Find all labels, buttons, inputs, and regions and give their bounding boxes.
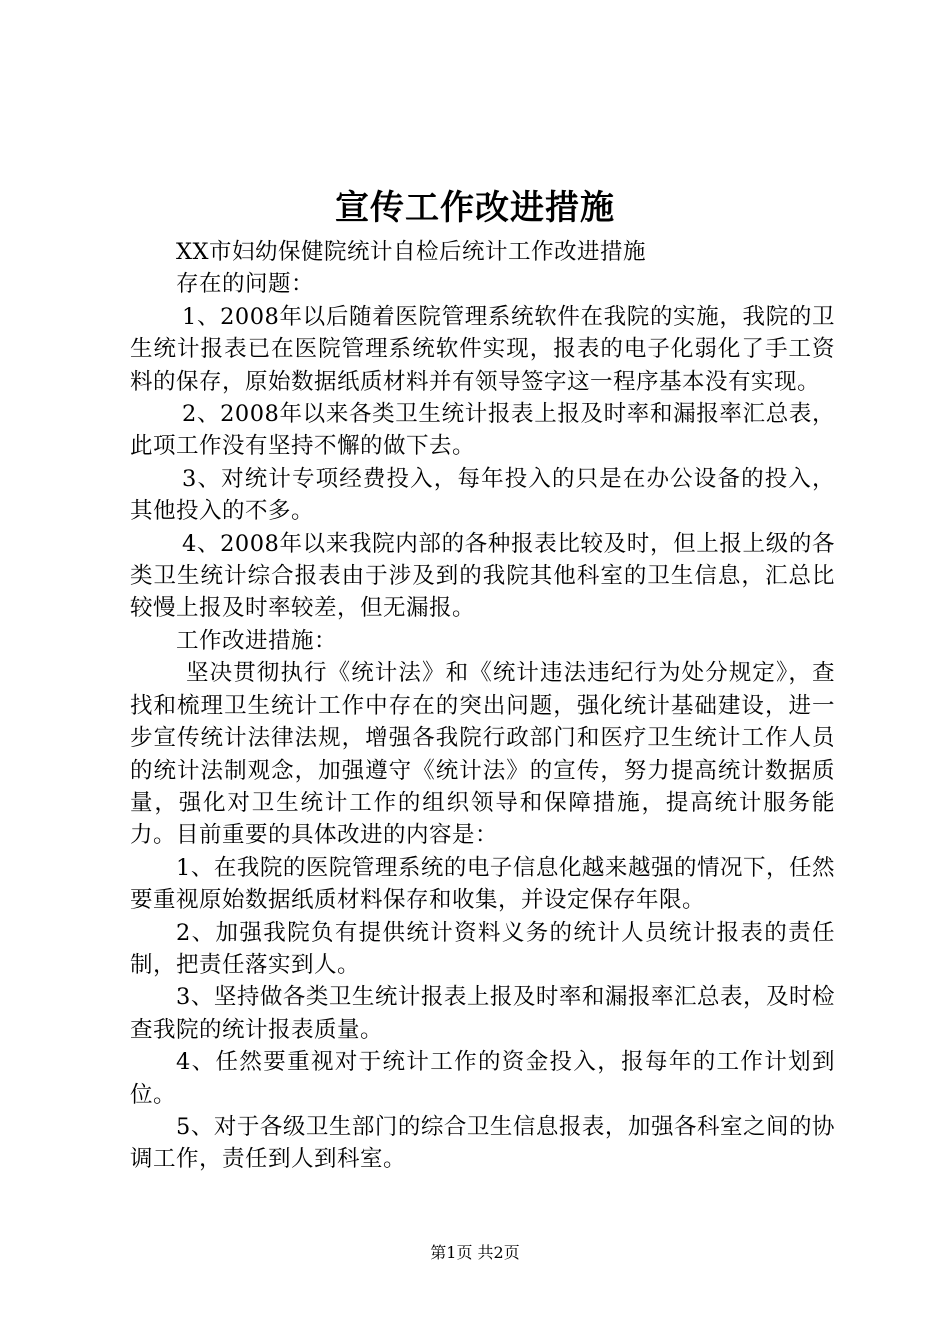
problem-item-3: 3、对统计专项经费投入，每年投入的只是在办公设备的投入，其他投入的不多。	[130, 465, 835, 525]
measure-item-1: 1、在我院的医院管理系统的电子信息化越来越强的情况下，任然要重视原始数据纸质材料保存和收集，并设定保存年限。	[130, 854, 835, 914]
measure-item-5: 5、对于各级卫生部门的综合卫生信息报表，加强各科室之间的协调工作，责任到人到科室。	[130, 1113, 835, 1173]
measure-item-3: 3、坚持做各类卫生统计报表上报及时率和漏报率汇总表，及时检查我院的统计报表质量。	[130, 984, 835, 1043]
measure-item-2: 2、加强我院负有提供统计资料义务的统计人员统计报表的责任制，把责任落实到人。	[130, 919, 835, 978]
measure-item-4: 4、任然要重视对于统计工作的资金投入，报每年的工作计划到位。	[130, 1049, 835, 1108]
page-footer: 第1页 共2页	[430, 1243, 520, 1262]
problem-item-2: 2、2008年以来各类卫生统计报表上报及时率和漏报率汇总表，此项工作没有坚持不懈的做下去。	[130, 401, 835, 460]
document-title: 宣传工作改进措施	[335, 188, 615, 228]
document-body	[130, 236, 835, 1176]
problems-heading: 存在的问题：	[176, 271, 315, 298]
problem-item-1: 1、2008年以后随着医院管理系统软件在我院的实施，我院的卫生统计报表已在医院管理系统软件实现，报表的电子化弱化了手工资料的保存，原始数据纸质材料并有领导签字这一程序基本没有实现。	[130, 303, 835, 395]
measures-heading: 工作改进措施：	[176, 627, 338, 654]
document-subtitle: XX市妇幼保健院统计自检后统计工作改进措施	[176, 239, 647, 265]
problem-item-4: 4、2008年以来我院内部的各种报表比较及时，但上报上级的各类卫生统计综合报表由于涉及到的我院其他科室的卫生信息，汇总比较慢上报及时率较差，但无漏报。	[130, 530, 835, 622]
measures-intro: 坚决贯彻执行《统计法》和《统计违法违纪行为处分规定》，查找和梳理卫生统计工作中存在的突出问题，强化统计基础建设，进一步宣传统计法律法规，增强各我院行政部门和医疗卫生统计工作人员的统计法制观念，加强遵守《统计法》的宣传，努力提高统计数据质量，强化对卫生统计工作的组织领导和保障措施，提高统计服务能力。目前重要的具体改进的内容是：	[130, 660, 835, 849]
